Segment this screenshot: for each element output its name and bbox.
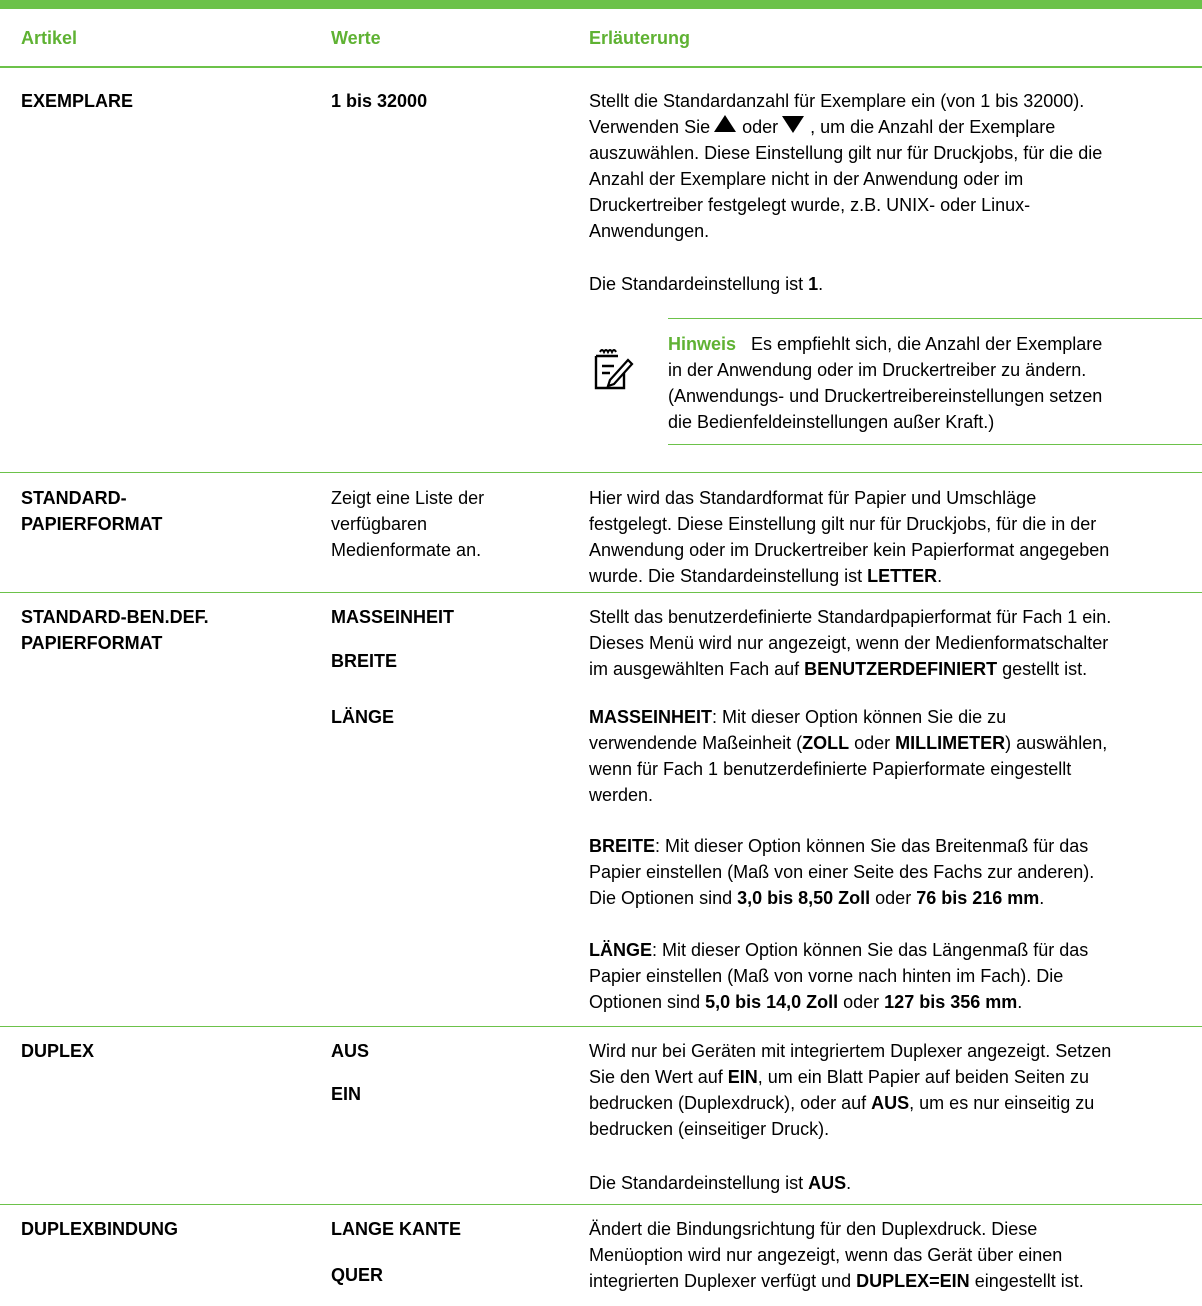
desc-line: auszuwählen. Diese Einstellung gilt nur für Druckjobs, für die die <box>589 143 1103 163</box>
desc-line: Stellt das benutzerdefinierte Standardpapierformat für Fach 1 ein. <box>589 607 1112 627</box>
desc-value: LETTER <box>867 566 938 586</box>
item-line: PAPIERFORMAT <box>21 514 163 534</box>
default-value: AUS <box>808 1173 847 1193</box>
value-line: verfügbaren <box>331 514 428 534</box>
desc-text: oder <box>838 992 885 1012</box>
value-line: Medienformate an. <box>331 540 482 560</box>
note-pencil-icon <box>588 346 634 392</box>
desc-line: Anwendungen. <box>589 221 710 241</box>
desc-line: bedrucken (einseitiger Druck). <box>589 1119 830 1139</box>
desc-text: bedrucken (Duplexdruck), oder auf <box>589 1093 872 1113</box>
desc-value: 127 bis 356 mm <box>884 992 1018 1012</box>
desc-line: Druckertreiber festgelegt wurde, z.B. UNIX- oder Linux- <box>589 195 1031 215</box>
default-label: Die Standardeinstellung ist <box>589 1173 809 1193</box>
desc-text: Sie den Wert auf <box>589 1067 728 1087</box>
desc-line: Papier einstellen (Maß von vorne nach hinten im Fach). Die <box>589 966 1064 986</box>
desc-line <box>589 833 1201 859</box>
desc-duplex <box>589 1038 1201 1142</box>
desc-line <box>589 989 1201 1015</box>
desc-text: Optionen sind <box>589 992 706 1012</box>
desc-line <box>589 656 1201 682</box>
column-header-werte: Werte <box>331 28 381 48</box>
desc-value: BENUTZERDEFINIERT <box>804 659 998 679</box>
header-divider <box>0 66 1202 68</box>
note-text: Es empfiehlt sich, die Anzahl der Exemplare <box>751 334 1103 354</box>
desc-line <box>589 1090 1201 1116</box>
desc-line <box>589 937 1201 963</box>
value-quer: QUER <box>331 1265 384 1285</box>
desc-text: . <box>937 566 943 586</box>
item-exemplare: EXEMPLARE <box>21 91 134 111</box>
desc-text: , um die Anzahl der Exemplare <box>810 117 1056 137</box>
desc-text: Die Optionen sind <box>589 888 738 908</box>
item-duplex: DUPLEX <box>21 1041 95 1061</box>
desc-text: oder <box>849 733 896 753</box>
desc-text: integrierten Duplexer verfügt und <box>589 1271 857 1291</box>
desc-key: MASSEINHEIT <box>589 707 713 727</box>
desc-duplexbindung <box>589 1216 1201 1294</box>
desc-value: DUPLEX=EIN <box>856 1271 970 1291</box>
desc-value: ZOLL <box>802 733 850 753</box>
desc-line: Menüoption wird nur angezeigt, wenn das Gerät über einen <box>589 1245 1063 1265</box>
desc-exemplare <box>589 88 1201 244</box>
note-bottom-rule <box>668 444 1202 445</box>
desc-text: wurde. Die Standardeinstellung ist <box>589 566 868 586</box>
desc-line <box>589 563 1201 589</box>
value-ein: EIN <box>331 1084 362 1104</box>
desc-value: MILLIMETER <box>895 733 1006 753</box>
value-exemplare: 1 bis 32000 <box>331 91 428 111</box>
desc-line: Hier wird das Standardformat für Papier und Umschläge <box>589 488 1037 508</box>
value-lange-kante: LANGE KANTE <box>331 1219 461 1239</box>
desc-line: werden. <box>589 785 654 805</box>
desc-value: 76 bis 216 mm <box>916 888 1040 908</box>
item-line: STANDARD- <box>21 488 127 508</box>
desc-value: EIN <box>727 1067 758 1087</box>
note-line <box>668 331 1202 357</box>
default-exemplare <box>589 271 1201 297</box>
desc-text: gestellt ist. <box>997 659 1088 679</box>
default-duplex <box>589 1170 1201 1196</box>
desc-laenge <box>589 937 1201 1015</box>
item-line: PAPIERFORMAT <box>21 633 163 653</box>
value-laenge: LÄNGE <box>331 707 394 727</box>
triangle-down-icon <box>782 116 804 133</box>
note-line: die Bedienfeldeinstellungen außer Kraft.) <box>668 412 995 432</box>
default-punct: . <box>818 274 824 294</box>
column-header-erlaeuterung: Erläuterung <box>589 28 691 48</box>
desc-line: Ändert die Bindungsrichtung für den Duplexdruck. Diese <box>589 1219 1038 1239</box>
row-divider <box>0 1026 1202 1027</box>
column-header-artikel: Artikel <box>21 28 78 48</box>
desc-line: Anwendung oder im Druckertreiber kein Papierformat angegeben <box>589 540 1110 560</box>
value-aus: AUS <box>331 1041 370 1061</box>
desc-text: oder <box>742 117 779 137</box>
item-line: STANDARD-BEN.DEF. <box>21 607 209 627</box>
desc-line <box>589 114 1201 140</box>
value-standard-papierformat <box>331 485 571 563</box>
desc-text: im ausgewählten Fach auf <box>589 659 805 679</box>
desc-line <box>589 885 1201 911</box>
item-duplexbindung: DUPLEXBINDUNG <box>21 1219 179 1239</box>
desc-text: , um ein Blatt Papier auf beiden Seiten zu <box>757 1067 1089 1087</box>
desc-line <box>589 1268 1201 1294</box>
note-label: Hinweis <box>668 334 737 354</box>
desc-text: , um es nur einseitig zu <box>909 1093 1095 1113</box>
desc-breite <box>589 833 1201 911</box>
note-line: in der Anwendung oder im Druckertreiber zu ändern. <box>668 360 1087 380</box>
default-value: 1 <box>808 274 819 294</box>
note-box <box>668 331 1202 435</box>
desc-line: Anzahl der Exemplare nicht in der Anwendung oder im <box>589 169 1024 189</box>
desc-value: 3,0 bis 8,50 Zoll <box>737 888 871 908</box>
note-top-rule <box>668 318 1202 319</box>
value-line: Zeigt eine Liste der <box>331 488 485 508</box>
desc-text: oder <box>870 888 917 908</box>
desc-line: Papier einstellen (Maß von einer Seite des Fachs zur anderen). <box>589 862 1095 882</box>
value-breite: BREITE <box>331 651 398 671</box>
desc-line: wenn für Fach 1 benutzerdefinierte Papierformate eingestellt <box>589 759 1072 779</box>
desc-line: Stellt die Standardanzahl für Exemplare ein (von 1 bis 32000). <box>589 91 1085 111</box>
desc-masseinheit <box>589 704 1201 808</box>
row-divider <box>0 1204 1202 1205</box>
desc-text: eingestellt ist. <box>969 1271 1084 1291</box>
desc-line: Wird nur bei Geräten mit integriertem Duplexer angezeigt. Setzen <box>589 1041 1112 1061</box>
desc-value: AUS <box>871 1093 910 1113</box>
row-divider <box>0 592 1202 593</box>
desc-value: 5,0 bis 14,0 Zoll <box>705 992 839 1012</box>
desc-key: LÄNGE <box>589 940 652 960</box>
default-label: Die Standardeinstellung ist <box>589 274 809 294</box>
desc-text: : Mit dieser Option können Sie die zu <box>712 707 1007 727</box>
value-masseinheit: MASSEINHEIT <box>331 607 455 627</box>
desc-line <box>589 730 1201 756</box>
desc-line: Dieses Menü wird nur angezeigt, wenn der Medienformatschalter <box>589 633 1109 653</box>
item-standard-papierformat <box>21 485 162 537</box>
desc-standard-papierformat <box>589 485 1201 589</box>
desc-benutzerdef-intro <box>589 604 1201 682</box>
desc-text: : Mit dieser Option können Sie das Längenmaß für das <box>652 940 1089 960</box>
row-divider <box>0 472 1202 473</box>
triangle-up-icon <box>714 115 736 132</box>
desc-line: festgelegt. Diese Einstellung gilt nur für Druckjobs, für die in der <box>589 514 1097 534</box>
note-line: (Anwendungs- und Druckertreibereinstellungen setzen <box>668 386 1103 406</box>
top-accent-bar <box>0 0 1202 9</box>
desc-text: : Mit dieser Option können Sie das Breitenmaß für das <box>655 836 1089 856</box>
desc-key: BREITE <box>589 836 656 856</box>
desc-text: verwendende Maßeinheit ( <box>589 733 803 753</box>
default-punct: . <box>846 1173 852 1193</box>
item-benutzerdef-papierformat <box>21 604 209 656</box>
desc-line <box>589 1064 1201 1090</box>
desc-text: Verwenden Sie <box>589 117 711 137</box>
desc-line <box>589 704 1201 730</box>
desc-text: . <box>1017 992 1023 1012</box>
desc-text: . <box>1039 888 1045 908</box>
desc-text: ) auswählen, <box>1005 733 1108 753</box>
